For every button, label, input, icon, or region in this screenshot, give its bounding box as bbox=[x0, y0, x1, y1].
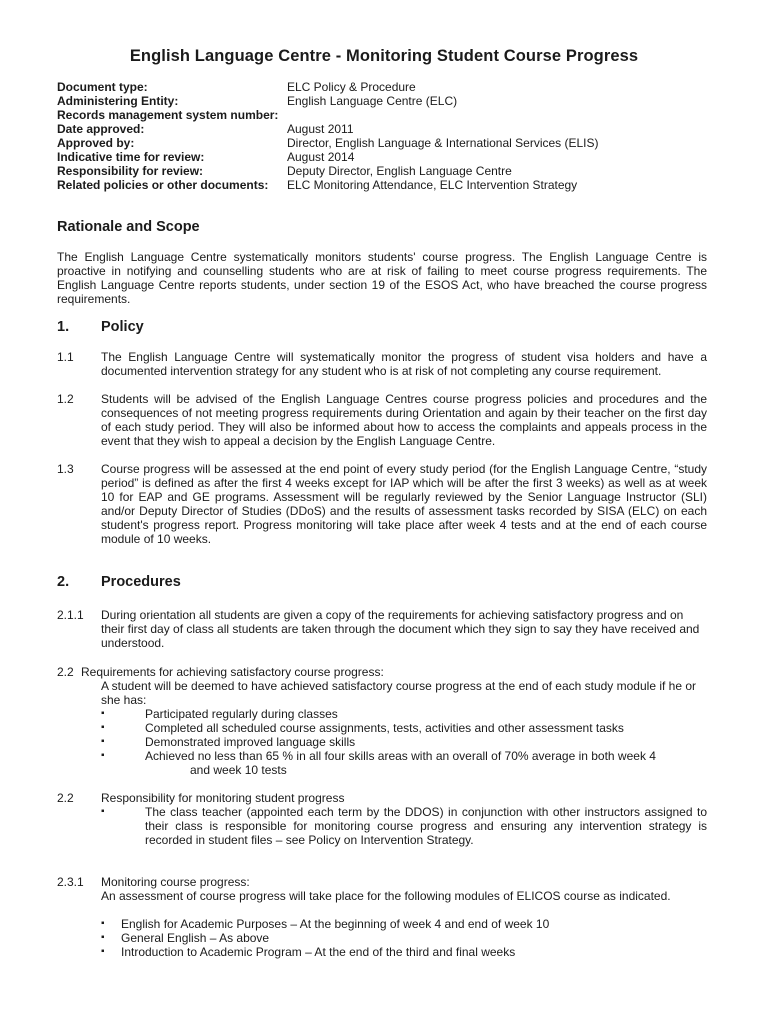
meta-value: Director, English Language & International Services (ELIS) bbox=[287, 136, 599, 150]
meta-label: Related policies or other documents: bbox=[57, 178, 269, 192]
procedure-intro: A student will be deemed to have achieved satisfactory course progress at the end of each study module if he or she has: bbox=[101, 679, 697, 707]
meta-label: Records management system number: bbox=[57, 108, 279, 122]
rationale-heading: Rationale and Scope bbox=[57, 219, 200, 235]
bullet-icon: ▪ bbox=[101, 736, 105, 747]
meta-value: ELC Policy & Procedure bbox=[287, 80, 416, 94]
bullet-text: Participated regularly during classes bbox=[145, 707, 338, 721]
bullet-text: English for Academic Purposes – At the beginning of week 4 and end of week 10 bbox=[121, 917, 550, 931]
procedure-intro: An assessment of course progress will take place for the following modules of ELICOS course as indicated. bbox=[101, 889, 671, 903]
policy-item-number: 1.2 bbox=[57, 392, 74, 406]
procedure-heading: Requirements for achieving satisfactory course progress: bbox=[81, 665, 384, 679]
bullet-continuation: and week 10 tests bbox=[190, 763, 287, 777]
policy-item-text: Course progress will be assessed at the end point of every study period (for the English Language Centre, “study period” is defined as after the first 4 weeks except for IAP which will be after the first 3 weeks) as well as at week 10 for EAP and GE programs. Assessment will be regularly reviewed by the Senior Language Instructor (SLI) and/or Deputy Director of Studies (DDoS) and the results of assessment tasks recorded by SISA (ELC) on each student's progress report. Progress monitoring will take place after week 4 tests and at the end of each course module of 10 weeks. bbox=[101, 462, 707, 546]
meta-label: Administering Entity: bbox=[57, 94, 179, 108]
procedure-number: 2.3.1 bbox=[57, 875, 84, 889]
meta-value: August 2011 bbox=[287, 122, 354, 136]
procedures-number: 2. bbox=[57, 574, 70, 590]
bullet-icon: ▪ bbox=[101, 806, 105, 817]
policy-item-number: 1.3 bbox=[57, 462, 74, 476]
bullet-icon: ▪ bbox=[101, 946, 105, 957]
bullet-icon: ▪ bbox=[101, 932, 105, 943]
policy-item-text: The English Language Centre will systematically monitor the progress of student visa holders and have a documented intervention strategy for any student who is at risk of not completing any course requirement. bbox=[101, 350, 707, 378]
meta-label: Approved by: bbox=[57, 136, 135, 150]
procedure-number: 2.1.1 bbox=[57, 608, 84, 622]
bullet-text: Introduction to Academic Program – At the end of the third and final weeks bbox=[121, 945, 516, 959]
meta-label: Document type: bbox=[57, 80, 148, 94]
bullet-text: The class teacher (appointed each term by the DDOS) in conjunction with other instructors assigned to their class is responsible for monitoring course progress and ensuring any intervention strategy is recorded in student files – see Policy on Intervention Strategy. bbox=[145, 805, 707, 847]
bullet-icon: ▪ bbox=[101, 708, 105, 719]
bullet-icon: ▪ bbox=[101, 750, 105, 761]
procedure-heading: Responsibility for monitoring student progress bbox=[101, 791, 345, 805]
meta-label: Indicative time for review: bbox=[57, 150, 205, 164]
policy-heading: Policy bbox=[101, 319, 144, 335]
meta-value: August 2014 bbox=[287, 150, 355, 164]
bullet-text: Demonstrated improved language skills bbox=[145, 735, 356, 749]
document-title: English Language Centre - Monitoring Student Course Progress bbox=[129, 47, 639, 65]
bullet-icon: ▪ bbox=[101, 722, 105, 733]
rationale-text: The English Language Centre systematically monitors students' course progress. The English Language Centre is proactive in notifying and counselling students who are at risk of failing to meet course progress requirements. The English Language Centre reports students, under section 19 of the ESOS Act, who have breached the course progress requirements. bbox=[57, 250, 707, 306]
bullet-text: Completed all scheduled course assignments, tests, activities and other assessment tasks bbox=[145, 721, 624, 735]
bullet-text: General English – As above bbox=[121, 931, 270, 945]
procedure-number: 2.2 bbox=[57, 791, 74, 805]
procedures-heading: Procedures bbox=[101, 574, 181, 590]
procedure-number: 2.2 bbox=[57, 665, 74, 679]
meta-label: Date approved: bbox=[57, 122, 145, 136]
meta-label: Responsibility for review: bbox=[57, 164, 204, 178]
procedure-heading: Monitoring course progress: bbox=[101, 875, 250, 889]
bullet-text: Achieved no less than 65 % in all four skills areas with an overall of 70% average in both week 4 bbox=[145, 749, 656, 763]
bullet-icon: ▪ bbox=[101, 918, 105, 929]
policy-item-text: Students will be advised of the English Language Centres course progress policies and procedures and the consequences of not meeting progress requirements during Orientation and again by their teacher on the first day of each study period. They will also be informed about how to access the complaints and appeals process in the event that they wish to appeal a decision by the English Language Centre. bbox=[101, 392, 707, 448]
procedure-text: During orientation all students are given a copy of the requirements for achieving satisfactory progress and on their first day of class all students are taken through the document which they sign to say they have received and understood. bbox=[101, 608, 700, 650]
meta-value: Deputy Director, English Language Centre bbox=[287, 164, 512, 178]
policy-number: 1. bbox=[57, 319, 70, 335]
meta-value: English Language Centre (ELC) bbox=[287, 94, 458, 108]
meta-value: ELC Monitoring Attendance, ELC Intervention Strategy bbox=[287, 178, 578, 192]
policy-item-number: 1.1 bbox=[57, 350, 74, 364]
